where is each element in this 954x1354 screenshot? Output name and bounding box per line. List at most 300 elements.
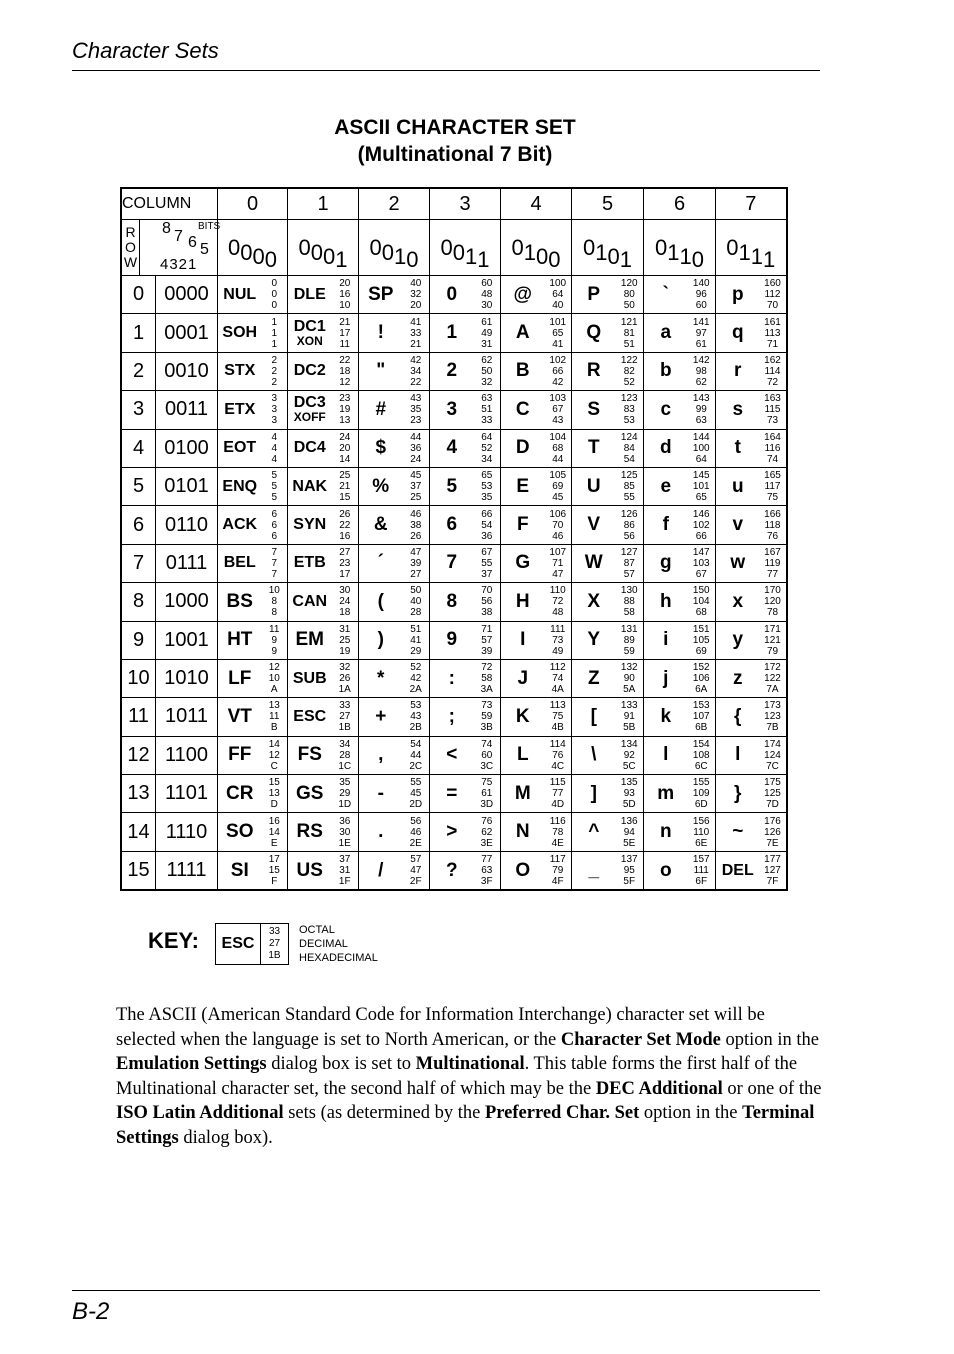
code-octal: 5: [271, 470, 278, 482]
character-cell: [430, 736, 474, 774]
character-name: ´: [377, 552, 384, 574]
character-codes: [403, 851, 430, 890]
character-cell: [288, 698, 332, 736]
column-bits: [716, 220, 787, 276]
character-codes: [262, 659, 288, 697]
table-row: [121, 736, 787, 774]
character-codes: [262, 429, 288, 467]
body-paragraph: The ASCII (American Standard Code for Information Interchange) character set will be selected when the language is set to North American, or the Character Set Mode option in the Emulation Settings dialog box is set to Multinational. This table forms the first half of the Multinational character set, the second half of which may be the DEC Additional or one of the ISO Latin Additional sets (as determined by the Preferred Char. Set option in the Terminal Settings dialog box).: [116, 1005, 822, 1148]
character-codes: [474, 467, 501, 505]
code-octal: 3: [271, 393, 278, 405]
character-name: ETX: [224, 400, 256, 418]
code-decimal: 105: [692, 634, 710, 646]
code-decimal: 64: [552, 289, 564, 301]
code-octal: 176: [764, 815, 781, 827]
character-codes: [616, 506, 644, 544]
code-decimal: 124: [764, 749, 781, 761]
code-hex: 21: [410, 338, 422, 350]
character-codes: [688, 276, 716, 314]
character-cell: [430, 352, 474, 390]
character-codes: [262, 851, 288, 890]
code-octal: 72: [481, 662, 493, 674]
character-codes: [403, 276, 430, 314]
column-bit: 0: [440, 234, 453, 260]
character-cell: [501, 851, 545, 890]
code-octal: 135: [620, 777, 638, 789]
character-cell: [716, 813, 760, 851]
character-cell: [716, 352, 760, 390]
character-name: 7: [446, 552, 458, 574]
character-name: ETB: [293, 554, 326, 572]
table-row: [121, 851, 787, 890]
code-decimal: 10: [268, 673, 280, 685]
key-legend-hex: HEXADECIMAL: [299, 952, 378, 964]
character-cell: [288, 429, 332, 467]
table-row: [121, 429, 787, 467]
code-octal: 16: [268, 815, 280, 827]
code-decimal: 69: [552, 481, 564, 493]
character-name: s: [732, 398, 744, 420]
character-name: -: [377, 782, 384, 804]
character-name: U: [586, 475, 601, 497]
code-decimal: 81: [623, 327, 635, 339]
character-cell: [716, 659, 760, 697]
row-binary: 0111: [156, 544, 218, 582]
code-decimal: 89: [623, 634, 635, 646]
character-codes: [474, 775, 501, 813]
code-decimal: 116: [764, 442, 781, 454]
character-alias: XON: [296, 333, 323, 348]
code-decimal: 41: [410, 634, 422, 646]
character-cell: [359, 621, 403, 659]
code-hex: 49: [552, 645, 564, 657]
table-row: [121, 314, 787, 352]
code-hex: 69: [695, 645, 707, 657]
code-hex: 48: [552, 607, 564, 619]
row-number: 2: [121, 352, 156, 390]
code-hex: 62: [695, 376, 707, 388]
code-octal: 144: [692, 431, 710, 443]
character-name: ?: [445, 859, 458, 881]
code-decimal: 85: [623, 481, 635, 493]
code-decimal: 79: [552, 865, 564, 877]
character-codes: [403, 659, 430, 697]
character-name: SYN: [293, 516, 327, 534]
character-name: 4: [446, 437, 458, 459]
code-hex: 43: [552, 415, 564, 427]
code-octal: 137: [620, 854, 638, 866]
column-bit: 1: [763, 246, 776, 272]
code-hex: 4: [271, 453, 278, 465]
code-octal: 60: [481, 278, 493, 290]
code-hex: 50: [623, 300, 635, 312]
character-name: ]: [590, 782, 597, 804]
code-decimal: 50: [481, 365, 493, 377]
code-octal: 61: [481, 316, 493, 328]
row-binary: 1011: [156, 698, 218, 736]
character-cell: [430, 429, 474, 467]
code-decimal: 49: [481, 327, 493, 339]
character-cell: [218, 506, 262, 544]
character-codes: [403, 813, 430, 851]
character-codes: [332, 352, 359, 390]
character-cell: [218, 276, 262, 314]
code-hex: 1F: [338, 876, 351, 888]
character-cell: [501, 506, 545, 544]
code-octal: 100: [549, 278, 567, 290]
code-octal: 21: [339, 316, 351, 328]
table-row: [121, 391, 787, 429]
code-hex: 36: [481, 530, 493, 542]
column-bit: 0: [406, 246, 419, 272]
character-cell: [359, 775, 403, 813]
code-octal: 34: [339, 738, 351, 750]
row-number: 3: [121, 391, 156, 429]
character-cell: [288, 276, 332, 314]
code-hex: 3C: [480, 760, 494, 772]
character-codes: [545, 467, 572, 505]
character-cell: [359, 314, 403, 352]
code-decimal: 111: [693, 865, 709, 877]
column-header: 5: [572, 188, 644, 220]
code-octal: 113: [549, 700, 566, 712]
code-octal: 15: [268, 777, 280, 789]
character-codes: [262, 583, 288, 621]
character-cell: [359, 467, 403, 505]
character-name: H: [515, 590, 530, 612]
character-name: 1: [446, 322, 458, 344]
character-codes: [545, 506, 572, 544]
row-binary: 1110: [156, 813, 218, 851]
character-cell: [716, 506, 760, 544]
character-codes: [403, 391, 430, 429]
code-hex: B: [270, 722, 278, 734]
character-codes: [262, 352, 288, 390]
character-cell: [501, 429, 545, 467]
character-codes: [403, 621, 430, 659]
character-name: (: [377, 590, 384, 612]
code-hex: 7A: [766, 684, 779, 696]
character-codes: [474, 621, 501, 659]
code-hex: 15: [339, 492, 351, 504]
code-hex: 3: [271, 415, 278, 427]
character-codes: [688, 813, 716, 851]
code-decimal: 108: [692, 749, 710, 761]
character-codes: [760, 621, 787, 659]
code-hex: 1D: [338, 799, 352, 811]
character-name: D: [515, 437, 530, 459]
code-octal: 70: [481, 585, 493, 597]
character-cell: [430, 813, 474, 851]
code-hex: 31: [481, 338, 493, 350]
character-codes: [403, 775, 430, 813]
character-name: y: [732, 629, 744, 651]
code-hex: 59: [623, 645, 635, 657]
row-number: 0: [121, 276, 156, 314]
column-header: 2: [359, 188, 430, 220]
character-codes: [262, 813, 288, 851]
character-codes: [616, 775, 644, 813]
character-name: R: [586, 360, 601, 382]
character-name: EOT: [223, 439, 257, 457]
bit-7-label: 7: [174, 228, 183, 245]
column-bits: [572, 220, 644, 276]
character-codes: [332, 736, 359, 774]
character-cell: [501, 813, 545, 851]
code-decimal: 80: [623, 289, 635, 301]
code-octal: 104: [549, 431, 567, 443]
key-legend-decimal: DECIMAL: [299, 938, 348, 950]
code-octal: 44: [410, 431, 422, 443]
character-name: S: [587, 398, 601, 420]
character-codes: [332, 698, 359, 736]
character-codes: [262, 391, 288, 429]
character-cell: [572, 698, 616, 736]
character-cell: [430, 506, 474, 544]
code-octal: 107: [549, 546, 567, 558]
code-octal: 133: [620, 700, 638, 712]
character-name: EM: [295, 629, 324, 651]
code-hex: 64: [695, 453, 707, 465]
character-codes: [262, 467, 288, 505]
character-name: *: [377, 667, 385, 689]
column-bits: [288, 220, 359, 276]
character-name: ENQ: [222, 477, 258, 495]
code-decimal: 0: [271, 289, 278, 301]
character-name: Y: [587, 629, 601, 651]
character-codes: [616, 314, 644, 352]
character-cell: [288, 621, 332, 659]
character-name: t: [734, 437, 741, 459]
character-cell: [218, 352, 262, 390]
code-hex: 63: [695, 415, 707, 427]
code-octal: 62: [481, 354, 493, 366]
code-decimal: 39: [410, 557, 422, 569]
character-codes: [545, 775, 572, 813]
code-decimal: 45: [410, 788, 422, 800]
character-name: STX: [224, 362, 256, 380]
code-octal: 132: [620, 662, 638, 674]
code-hex: 42: [552, 376, 564, 388]
character-cell: [644, 391, 688, 429]
code-octal: 1: [271, 316, 278, 328]
row-binary: 1010: [156, 659, 218, 697]
table-row: [121, 775, 787, 813]
character-name: BS: [226, 590, 253, 612]
character-codes: [262, 276, 288, 314]
code-decimal: 73: [552, 634, 564, 646]
character-codes: [688, 775, 716, 813]
code-decimal: 77: [552, 788, 564, 800]
code-octal: 73: [481, 700, 493, 712]
code-decimal: 11: [269, 711, 280, 723]
character-cell: [288, 467, 332, 505]
character-codes: [332, 314, 359, 352]
code-octal: 172: [764, 662, 781, 674]
code-hex: 7E: [766, 837, 779, 849]
character-codes: [403, 314, 430, 352]
code-decimal: 82: [623, 365, 635, 377]
code-decimal: 76: [552, 749, 564, 761]
code-hex: 5D: [622, 799, 636, 811]
character-name: Z: [587, 667, 600, 689]
character-codes: [332, 429, 359, 467]
code-octal: 10: [268, 585, 280, 597]
code-decimal: 43: [410, 711, 422, 723]
code-decimal: 24: [339, 596, 351, 608]
code-octal: 103: [549, 393, 567, 405]
code-hex: C: [270, 760, 278, 772]
character-codes: [545, 314, 572, 352]
code-octal: 36: [339, 815, 351, 827]
code-decimal: 33: [410, 327, 422, 339]
code-decimal: 35: [410, 404, 422, 416]
character-cell: [572, 659, 616, 697]
character-name: r: [734, 360, 742, 382]
character-cell: [288, 813, 332, 851]
code-octal: 166: [764, 508, 781, 520]
code-octal: 47: [410, 546, 422, 558]
character-codes: [760, 314, 787, 352]
table-title: ASCII CHARACTER SET: [334, 116, 576, 139]
character-cell: [644, 314, 688, 352]
code-octal: 25: [339, 470, 351, 482]
character-codes: [760, 736, 787, 774]
character-cell: [501, 314, 545, 352]
character-codes: [688, 391, 716, 429]
character-name: 2: [446, 360, 458, 382]
code-hex: 65: [695, 492, 707, 504]
character-cell: [359, 506, 403, 544]
column-bit: 0: [369, 234, 382, 260]
character-codes: [616, 429, 644, 467]
code-hex: 5E: [623, 837, 636, 849]
character-name: w: [730, 552, 746, 574]
row-binary: 1111: [156, 851, 218, 890]
code-hex: 2: [271, 376, 278, 388]
code-decimal: 115: [764, 404, 781, 416]
code-decimal: 29: [339, 788, 351, 800]
row-binary: 0110: [156, 506, 218, 544]
code-decimal: 107: [692, 711, 710, 723]
code-octal: 147: [692, 546, 710, 558]
character-cell: [572, 544, 616, 582]
character-codes: [403, 736, 430, 774]
code-hex: 1: [271, 338, 278, 350]
character-codes: [616, 467, 644, 505]
code-decimal: 8: [271, 596, 278, 608]
code-decimal: 23: [339, 557, 351, 569]
code-hex: 8: [271, 607, 278, 619]
code-decimal: 22: [339, 519, 351, 531]
code-decimal: 54: [481, 519, 493, 531]
code-octal: 27: [339, 546, 351, 558]
code-decimal: 16: [339, 289, 351, 301]
code-decimal: 38: [410, 519, 422, 531]
character-name: J: [517, 667, 529, 689]
column-header: 3: [430, 188, 501, 220]
code-decimal: 18: [339, 365, 351, 377]
column-bit: 0: [298, 234, 311, 260]
character-cell: [430, 391, 474, 429]
row-number: 10: [121, 659, 156, 697]
character-cell: [359, 851, 403, 890]
character-cell: [218, 544, 262, 582]
code-octal: 161: [764, 316, 781, 328]
column-bits: [359, 220, 430, 276]
character-name: B: [515, 360, 530, 382]
character-cell: [359, 583, 403, 621]
code-octal: 66: [481, 508, 493, 520]
character-codes: [545, 698, 572, 736]
code-octal: 42: [410, 354, 422, 366]
character-cell: [572, 851, 616, 890]
code-octal: 75: [481, 777, 493, 789]
code-decimal: 12: [268, 749, 280, 761]
code-hex: 58: [623, 607, 635, 619]
code-hex: 46: [552, 530, 564, 542]
code-octal: 64: [481, 431, 493, 443]
code-decimal: 91: [623, 711, 635, 723]
character-codes: [332, 775, 359, 813]
code-octal: 171: [764, 623, 781, 635]
character-codes: [688, 621, 716, 659]
code-decimal: 36: [410, 442, 422, 454]
character-name: C: [515, 398, 530, 420]
code-hex: 39: [481, 645, 493, 657]
character-codes: [262, 314, 288, 352]
code-octal: 173: [764, 700, 781, 712]
code-decimal: 125: [764, 788, 781, 800]
table-row: [121, 276, 787, 314]
character-codes: [688, 506, 716, 544]
code-hex: 19: [339, 645, 351, 657]
bits-4321-label: 4321: [160, 256, 198, 273]
character-codes: [545, 659, 572, 697]
character-cell: [359, 659, 403, 697]
code-hex: 37: [481, 568, 493, 580]
code-octal: 121: [620, 316, 638, 328]
key-example: [215, 923, 289, 965]
code-decimal: 26: [339, 673, 351, 685]
code-hex: 0: [271, 300, 278, 312]
code-hex: 5C: [622, 760, 636, 772]
code-decimal: 101: [692, 481, 710, 493]
code-octal: 57: [410, 854, 422, 866]
character-name: CAN: [292, 592, 328, 610]
character-codes: [760, 698, 787, 736]
code-hex: 10: [339, 300, 351, 312]
code-hex: 2D: [409, 799, 423, 811]
code-hex: 1C: [338, 760, 352, 772]
key-octal: 33: [268, 926, 281, 937]
code-decimal: 102: [692, 519, 710, 531]
table-row: [121, 813, 787, 851]
character-name: #: [375, 398, 387, 420]
character-codes: [545, 813, 572, 851]
column-bit: 1: [667, 239, 680, 265]
code-decimal: 121: [764, 634, 781, 646]
code-decimal: 53: [481, 481, 493, 493]
character-codes: [545, 391, 572, 429]
character-cell: [572, 583, 616, 621]
character-codes: [688, 467, 716, 505]
code-decimal: 103: [692, 557, 710, 569]
code-decimal: 62: [481, 826, 493, 838]
character-cell: [572, 736, 616, 774]
code-octal: 156: [692, 815, 710, 827]
row-binary: 0011: [156, 391, 218, 429]
